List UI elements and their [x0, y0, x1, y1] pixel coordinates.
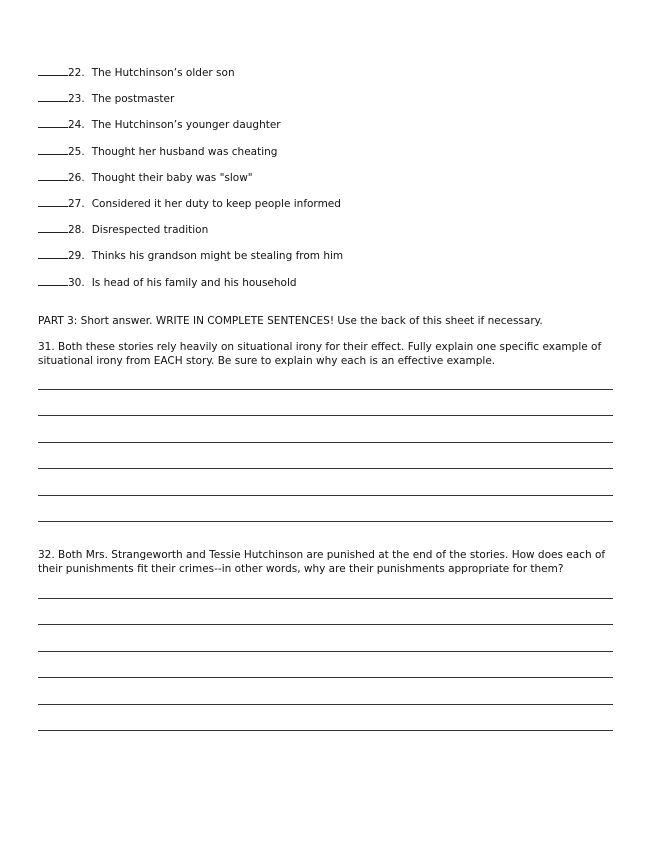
item-text: Disrespected tradition — [91, 224, 209, 237]
matching-item-24 — [38, 117, 598, 143]
answer-blank[interactable] — [38, 222, 68, 233]
matching-item-23 — [38, 91, 598, 117]
answer-blank[interactable] — [38, 144, 68, 155]
item-text: The postmaster — [91, 93, 175, 106]
answer-blank[interactable] — [38, 117, 68, 128]
matching-item-25 — [38, 144, 598, 170]
answer-line[interactable] — [38, 389, 613, 390]
answer-line[interactable] — [38, 624, 613, 625]
item-text: Is head of his family and his household — [91, 276, 297, 289]
item-number: 28. — [68, 224, 85, 237]
matching-item-30 — [38, 275, 598, 301]
matching-item-26 — [38, 170, 598, 196]
matching-item-22 — [38, 65, 598, 91]
answer-line[interactable] — [38, 495, 613, 496]
matching-item-27 — [38, 196, 598, 222]
answer-area-31[interactable] — [38, 389, 613, 547]
item-number: 29. — [68, 250, 85, 263]
answer-line[interactable] — [38, 651, 613, 652]
item-number: 24. — [68, 119, 85, 132]
matching-item-29 — [38, 248, 598, 274]
item-number: 26. — [68, 171, 85, 184]
matching-item-28 — [38, 222, 598, 248]
item-text: Thinks his grandson might be stealing from him — [91, 250, 344, 263]
answer-line[interactable] — [38, 730, 613, 731]
item-text: The Hutchinson’s older son — [91, 67, 235, 79]
answer-line[interactable] — [38, 442, 613, 443]
question-32: 32. Both Mrs. Strangeworth and Tessie Hutchinson are punished at the end of the stories. How does each of their punishments fit their crimes--in other words, why are their punishments appropriate for them? — [38, 549, 606, 575]
answer-blank[interactable] — [38, 65, 68, 76]
answer-line[interactable] — [38, 598, 613, 599]
part3-heading: PART 3: Short answer. WRITE IN COMPLETE SENTENCES! Use the back of this sheet if necessary. — [38, 315, 543, 327]
item-number: 27. — [68, 197, 85, 210]
item-text: Considered it her duty to keep people informed — [91, 197, 341, 210]
answer-line[interactable] — [38, 704, 613, 705]
answer-blank[interactable] — [38, 248, 68, 259]
item-text: Thought her husband was cheating — [91, 145, 278, 158]
answer-line[interactable] — [38, 415, 613, 416]
item-text: Thought their baby was "slow" — [91, 171, 253, 184]
answer-blank[interactable] — [38, 91, 68, 102]
answer-line[interactable] — [38, 521, 613, 522]
item-number: 23. — [68, 93, 85, 106]
answer-blank[interactable] — [38, 170, 68, 181]
answer-blank[interactable] — [38, 275, 68, 286]
item-number: 30. — [68, 276, 85, 289]
item-number: 25. — [68, 145, 85, 158]
item-number: 22. — [68, 67, 85, 79]
matching-list — [38, 65, 598, 301]
answer-line[interactable] — [38, 468, 613, 469]
answer-blank[interactable] — [38, 196, 68, 207]
item-text: The Hutchinson’s younger daughter — [91, 119, 281, 132]
answer-area-32[interactable] — [38, 598, 613, 756]
answer-line[interactable] — [38, 677, 613, 678]
question-31: 31. Both these stories rely heavily on situational irony for their effect. Fully explain one specific example of situational irony from EACH story. Be sure to explain why each is an effective example. — [38, 341, 602, 367]
